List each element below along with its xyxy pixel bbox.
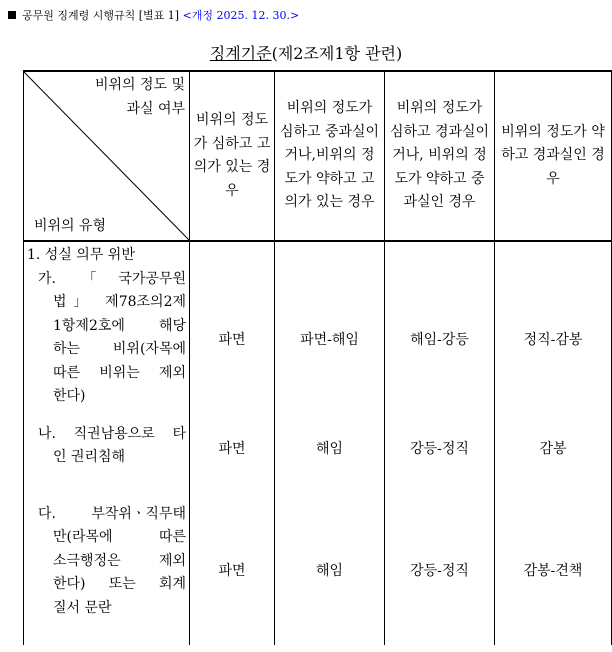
col-header-3: 비위의 정도가 심하고 경과실이거나, 비위의 정도가 약하고 중과실인 경우 [385,71,495,241]
table-header-row [24,71,612,241]
diag-top-line1: 비위의 정도 및 [94,77,185,93]
col-header-1: 비위의 정도가 심하고 고의가 있는 경우 [190,71,275,241]
row-a-line-4: 하는 비위(자목에 [53,341,186,357]
row-a-c3: 해임-강등 [385,268,495,415]
row-b-line-2: 인 권리침해 [53,449,126,465]
header-source: 공무원 징계령 시행규칙 [별표 1] [22,9,180,22]
row-c-line-5: 질서 문란 [53,599,112,616]
row-b-type [24,415,190,485]
row-a-line-1: 가. 「국가공무원 [38,270,186,287]
row-c-c3: 강등-정직 [385,485,495,645]
row-b-line-1: 나. 직권남용으로 타 [38,425,186,442]
diag-top-line2: 과실 여부 [126,100,185,117]
row-c-line-3: 소극행정은 제외 [53,552,186,569]
row-b-c1: 파면 [190,415,275,485]
diag-bottom-label: 비위의 유형 [34,217,107,234]
page-title [0,41,612,64]
row-a-c4: 정직-감봉 [495,268,612,415]
row-c-c4: 감봉-견책 [495,485,612,645]
row-c-line-4: 한다) 또는 회계 [53,576,186,592]
col-header-4: 비위의 정도가 약하고 경과실인 경우 [495,71,612,241]
row-c-c1: 파면 [190,485,275,645]
section-1-label: 1. 성실 의무 위반 [24,241,190,268]
diagonal-header-cell [24,71,190,241]
table-row [24,415,612,485]
row-a-line-6: 한다) [53,388,86,404]
table-row [24,268,612,415]
row-a-line-5: 따른 비위는 제외 [53,364,186,381]
section-row [24,241,612,268]
row-b-c2: 해임 [275,415,385,485]
title-suffix: (제2조제1항 관련) [271,44,403,63]
row-a-line-3: 1항제2호에 해당 [53,317,186,334]
diag-top-label [95,74,185,121]
row-c-type [24,485,190,645]
square-bullet-icon [8,11,16,19]
col-header-2: 비위의 정도가 심하고 중과실이거나,비위의 정도가 약하고 고의가 있는 경우 [275,71,385,241]
row-b-c4: 감봉 [495,415,612,485]
table-row [24,485,612,645]
header-revision: <개정 2025. 12. 30.> [182,9,300,22]
row-c-line-2: 만(라목에 따른 [53,529,186,545]
row-c-line-1: 다. 부작위ㆍ직무태 [38,505,186,522]
row-b-c3: 강등-정직 [385,415,495,485]
title-main: 징계기준 [209,44,272,63]
row-a-c1: 파면 [190,268,275,415]
document-header [8,7,299,23]
row-a-c2: 파면-해임 [275,268,385,415]
row-c-c2: 해임 [275,485,385,645]
row-a-type [24,268,190,415]
disciplinary-standards-table [23,70,612,645]
row-a-line-2: 법」 제78조의2제 [53,294,186,310]
